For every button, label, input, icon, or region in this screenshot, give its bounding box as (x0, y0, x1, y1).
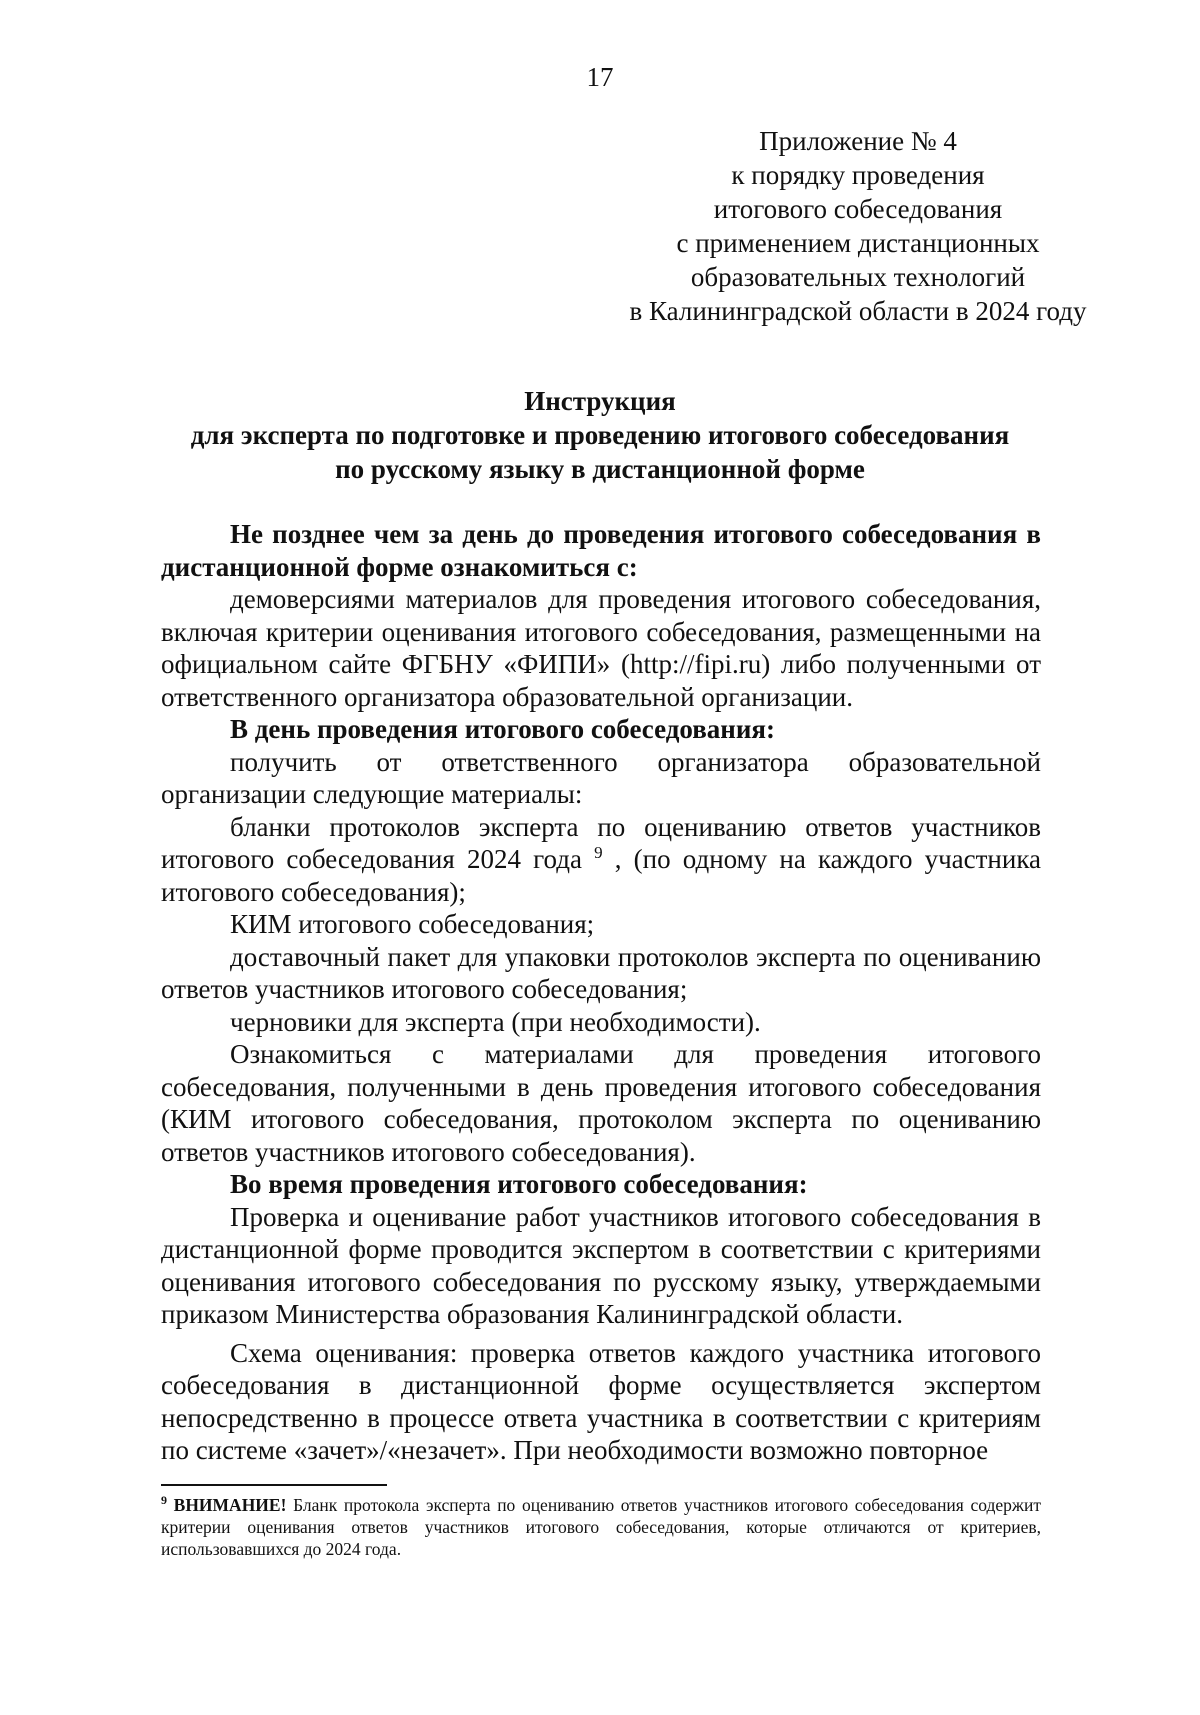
footnote-reference[interactable]: 9 (594, 843, 603, 862)
page-number: 17 (586, 62, 614, 92)
appendix-header (598, 124, 1118, 328)
footnote-text: Бланк протокола эксперта по оцениванию ответов участников итогового собеседования содержит критерии оценивания ответов участников итогового собеседования, которые отличаются от критериев, использовавшихся до 2024 года. (161, 1495, 1042, 1559)
document-body (161, 518, 1041, 1467)
paragraph: КИМ итогового собеседования; (230, 909, 595, 939)
paragraph: получить от ответственного организатора образовательной организации следующие материалы: (161, 746, 1041, 809)
paragraph: Ознакомиться с материалами для проведения итогового собеседования, полученными в день проведения итогового собеседования (КИМ итогового собеседования, протоколом эксперта по оцениванию ответов участников итогового собеседования). (161, 1039, 1041, 1167)
paragraph-text: , (по одному на каждого участника итогового собеседования); (161, 844, 1042, 907)
footnote (161, 1494, 1041, 1560)
paragraph: черновики для эксперта (при необходимости). (230, 1006, 761, 1037)
section-heading: Не позднее чем за день до проведения итогового собеседования в дистанционной форме ознакомиться с: (161, 519, 1041, 582)
footnote-marker: 9 (161, 1493, 167, 1508)
appendix-line: в Калининградской области в 2024 году (629, 296, 1087, 326)
paragraph: Схема оценивания: проверка ответов каждого участника итогового собеседования в дистанционной форме осуществляется экспертом непосредственно в процессе ответа участника в соответствии с критериям по системе «зачет»/«незачет». При необходимости возможно повторное (161, 1337, 1041, 1465)
section-heading: В день проведения итогового собеседования: (230, 714, 775, 744)
section-heading: Во время проведения итогового собеседования: (230, 1169, 808, 1199)
appendix-line: образовательных технологий (690, 262, 1026, 292)
paragraph-text: бланки протоколов эксперта по оцениванию ответов участников итогового собеседования 2024 года (161, 811, 1041, 874)
footnote-divider (161, 1484, 387, 1486)
paragraph: демоверсиями материалов для проведения итогового собеседования, включая критерии оценивания итогового собеседования, размещенными на официальном сайте ФГБНУ «ФИПИ» (http://fipi.ru) либо полученными от ответственного организатора образовательной организации. (161, 584, 1041, 712)
title-subline: по русскому языку в дистанционной форме (335, 454, 865, 484)
document-title (140, 384, 1060, 486)
title-heading: Инструкция (524, 386, 676, 416)
appendix-line: Приложение № 4 (759, 126, 957, 156)
appendix-line: к порядку проведения (731, 160, 985, 190)
paragraph: доставочный пакет для упаковки протоколов эксперта по оцениванию ответов участников итогового собеседования; (161, 941, 1041, 1004)
appendix-line: итогового собеседования (713, 194, 1003, 224)
paragraph (161, 811, 1041, 909)
paragraph: Проверка и оценивание работ участников итогового собеседования в дистанционной форме проводится экспертом в соответствии с критериями оценивания итогового собеседования по русскому языку, утверждаемыми приказом Министерства образования Калининградской области. (161, 1201, 1041, 1329)
appendix-line: с применением дистанционных (676, 228, 1040, 258)
title-subline: для эксперта по подготовке и проведению итогового собеседования (190, 420, 1010, 450)
footnote-emphasis: ВНИМАНИЕ! (173, 1495, 287, 1515)
